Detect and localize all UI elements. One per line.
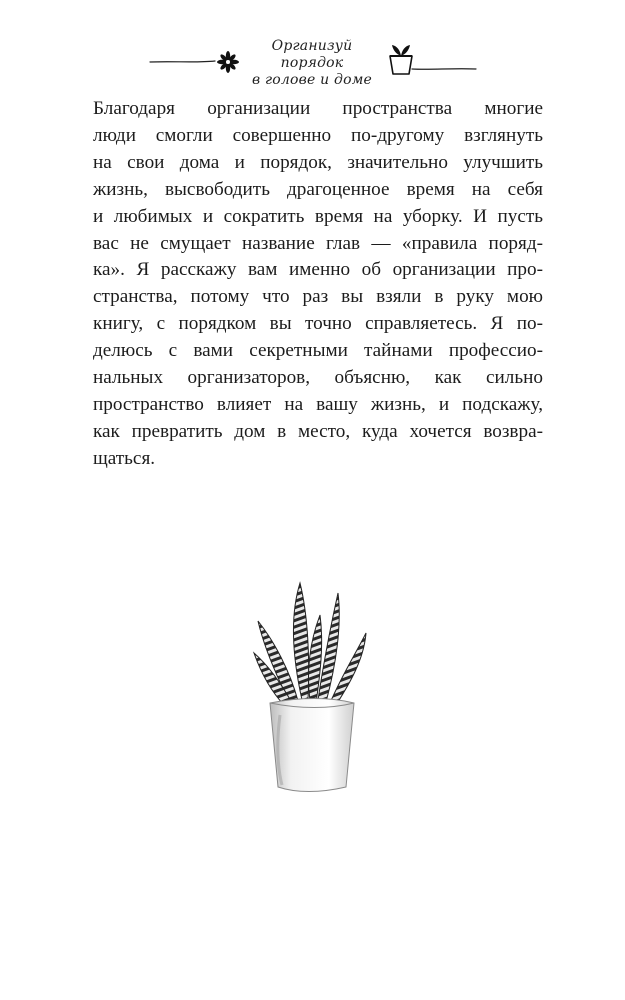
text-line: на свои дома и порядок, значительно улучшить — [93, 151, 543, 173]
text-line: ка». Я расскажу вам именно об организации про- — [93, 259, 543, 281]
text-line: как превратить дом в место, куда хочется возвра- — [93, 420, 543, 442]
text-line: делюсь с вами секретными тайнами профессио- — [93, 340, 543, 362]
text-line: пространство влияет на вашу жизнь, и подскажу, — [93, 393, 543, 415]
snake-plant-illustration — [240, 575, 380, 805]
text-line: нальных организаторов, объясню, как сильно — [93, 367, 543, 389]
text-line: книгу, с порядком вы точно справляетесь. Я по- — [93, 313, 543, 335]
running-header — [0, 0, 625, 90]
flower-icon — [217, 51, 239, 73]
header-title-line1: Организуй порядок — [271, 38, 353, 71]
text-line: Благодаря организации пространства многие — [93, 98, 543, 119]
header-title-line2: в голове и доме — [252, 72, 372, 88]
text-line: люди смогли совершенно по-другому взглянуть — [93, 124, 543, 146]
body-paragraph — [93, 96, 543, 473]
header-title — [242, 38, 382, 89]
snake-plant-icon — [240, 575, 380, 805]
text-line: жизнь, высвободить драгоценное время на себя — [93, 178, 543, 200]
text-line: щаться. — [93, 447, 156, 469]
text-line: странства, потому что раз вы взяли в руку мою — [93, 286, 543, 308]
potted-plant-icon — [390, 45, 412, 74]
text-line: вас не смущает название глав — «правила поряд- — [93, 232, 543, 254]
text-line: и любимых и сократить время на уборку. И пусть — [93, 205, 543, 227]
